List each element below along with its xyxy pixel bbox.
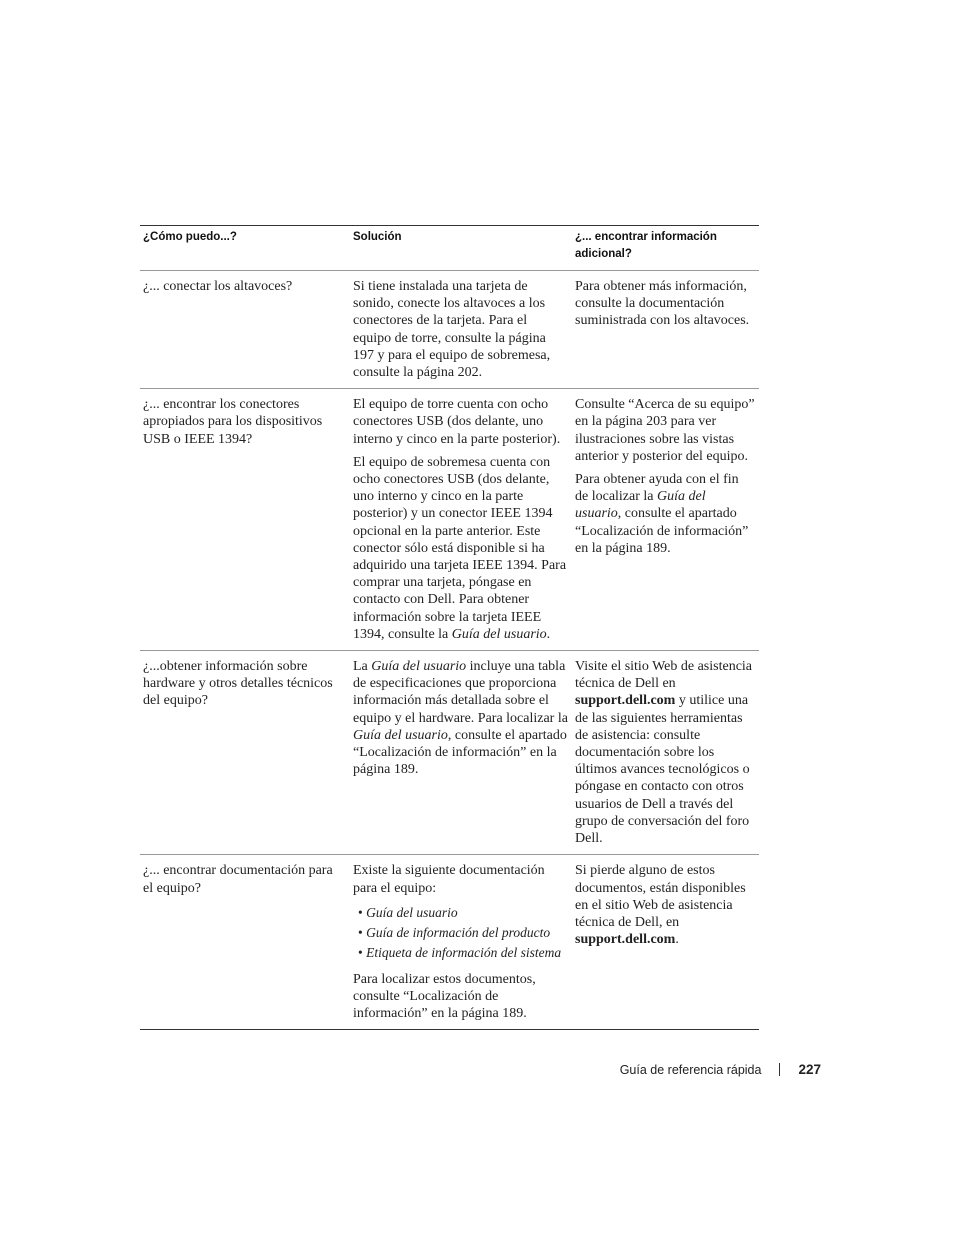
more-info-text: Para obtener más información, consulte la documentación suministrada con los altavoces.	[575, 279, 750, 329]
footer-divider	[779, 1063, 780, 1076]
user-guide-ref: Guía del usuario	[451, 626, 547, 642]
more-info-cell	[572, 389, 759, 651]
more-info-text-part: y utilice una de las siguientes herramientas de asistencia: consulte documentación sobre los últimos avances tecnológicos o póngase en contacto con otros usuarios de Dell a través del grupo de conversación del foro Dell.	[575, 693, 750, 847]
more-info-text-part: Para obtener ayuda con el fin de localizar la	[575, 472, 739, 505]
solution-text-part: , consulte el apartado “Localización de información” en la página 189.	[353, 727, 567, 778]
more-info-text-part: , consulte el apartado “Localización de información” en la página 189.	[575, 506, 749, 556]
header-more-info: ¿... encontrar información adicional?	[575, 231, 717, 260]
question-cell: ¿...obtener información sobre hardware y otros detalles técnicos del equipo?	[140, 651, 350, 855]
table-row	[140, 389, 759, 651]
footer-title: Guía de referencia rápida	[619, 1062, 762, 1077]
list-item: • Guía del usuario	[358, 903, 568, 923]
page-number: 227	[798, 1062, 821, 1077]
user-guide-ref: Guía del usuario	[371, 659, 467, 675]
documentation-list	[353, 903, 568, 963]
solution-text: Si tiene instalada una tarjeta de sonido, conecte los altavoces a los conectores de la tarjeta. Para el equipo de torre, consulte la página 197 y para el equipo de sobremesa, consulte la página 202.	[353, 279, 551, 381]
table-row	[140, 651, 759, 855]
reference-table	[140, 225, 759, 1030]
table-header-row	[140, 226, 759, 271]
solution-text-part: incluye una tabla de especificaciones que proporciona información más detallada sobre el equipo y el hardware. Para localizar la	[353, 659, 568, 726]
question-cell: ¿... conectar los altavoces?	[140, 271, 350, 389]
solution-text-part: .	[546, 626, 551, 642]
solution-cell	[350, 651, 572, 855]
more-info-text-part: Si pierde alguno de estos documentos, están disponibles en el sitio Web de asistencia técnica de Dell, en	[575, 863, 746, 930]
table-row	[140, 271, 759, 389]
solution-cell	[350, 389, 572, 651]
page-footer	[620, 1062, 821, 1077]
solution-text-part: La	[353, 659, 372, 675]
question-cell: ¿... encontrar documentación para el equipo?	[140, 855, 350, 1030]
question-cell: ¿... encontrar los conectores apropiados para los dispositivos USB o IEEE 1394?	[140, 389, 350, 651]
header-how-can-i: ¿Cómo puedo...?	[143, 231, 237, 243]
header-solution: Solución	[353, 231, 402, 243]
more-info-text	[575, 471, 755, 557]
user-guide-ref: Guía del usuario	[353, 727, 448, 743]
support-link[interactable]: support.dell.com	[575, 693, 676, 709]
support-link[interactable]: support.dell.com	[575, 932, 676, 948]
more-info-text	[575, 658, 755, 847]
solution-cell	[350, 271, 572, 389]
solution-cell	[350, 855, 572, 1030]
more-info-cell	[572, 271, 759, 389]
solution-text: El equipo de torre cuenta con ocho conectores USB (dos delante, uno interno y cinco en la parte posterior).	[353, 397, 561, 447]
more-info-text	[575, 862, 755, 948]
solution-text	[353, 658, 568, 778]
more-info-cell	[572, 651, 759, 855]
solution-text: Para localizar estos documentos, consulte “Localización de información” en la página 189.	[353, 971, 536, 1022]
user-guide-ref: Guía del usuario	[575, 489, 706, 522]
solution-text-part: El equipo de sobremesa cuenta con ocho conectores USB (dos delante, uno interno y cinco en la parte posterior) y un conector IEEE 1394 opcional en la parte anterior. Este conector sólo está disponible si ha adquirido una tarjeta IEEE 1394. Para comprar una tarjeta, póngase en contacto con Dell. Para obtener información sobre la tarjeta IEEE 1394, consulte la	[353, 454, 567, 642]
more-info-text-part: .	[675, 932, 679, 948]
table-row	[140, 855, 759, 1030]
more-info-cell	[572, 855, 759, 1030]
list-item: • Guía de información del producto	[358, 923, 568, 943]
solution-text: Existe la siguiente documentación para el equipo:	[353, 863, 545, 896]
list-item: • Etiqueta de información del sistema	[358, 943, 568, 963]
solution-text	[353, 454, 568, 643]
more-info-text-part: Visite el sitio Web de asistencia técnica de Dell en	[575, 659, 753, 692]
more-info-text: Consulte “Acerca de su equipo” en la página 203 para ver ilustraciones sobre las vistas anterior y posterior del equipo.	[575, 397, 755, 464]
